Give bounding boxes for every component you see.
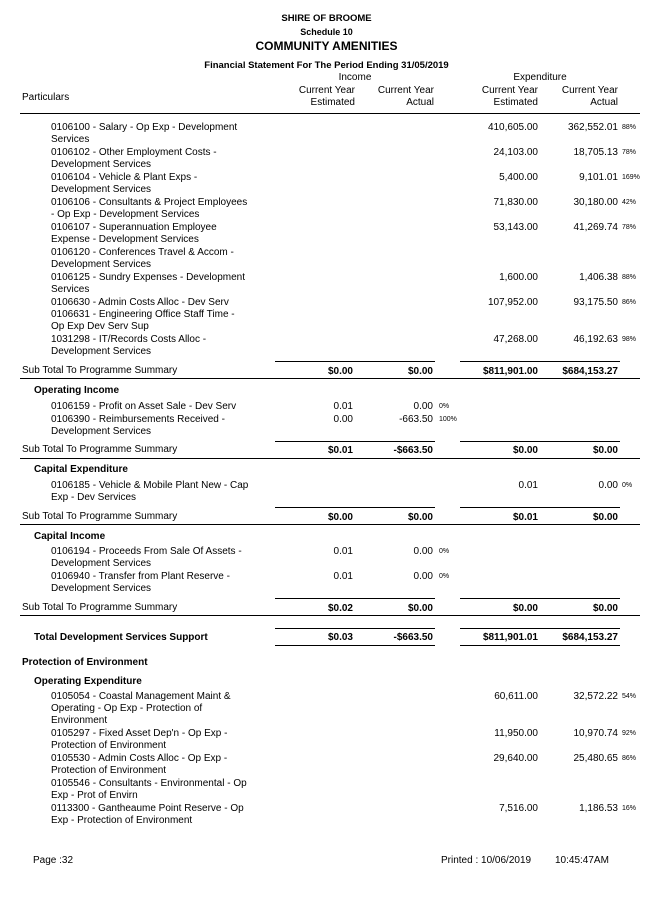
- line-item-description: [51, 753, 227, 777]
- expenditure-estimated-value: 24,103.00: [493, 147, 538, 158]
- expenditure-actual-value: 32,572.22: [573, 691, 618, 702]
- subtotal-expenditure-actual: $0.00: [592, 512, 618, 523]
- income-estimated-header: Current Year Estimated: [298, 85, 355, 108]
- subtotal-expenditure-estimated: $0.01: [512, 512, 538, 523]
- expenditure-estimated-header: Current Year Estimated: [481, 85, 538, 108]
- description-line: 0106107 - Superannuation Employee: [51, 222, 217, 233]
- total-rule-income: [275, 628, 435, 629]
- income-actual-value: 0.00: [413, 401, 433, 412]
- printed-time: 10:45:47AM: [555, 855, 609, 866]
- expenditure-actual-value: 9,101.01: [579, 172, 618, 183]
- expenditure-actual-value: 18,705.13: [573, 147, 618, 158]
- divider: [20, 524, 640, 525]
- subtotal-income-estimated: $0.00: [327, 512, 353, 523]
- subtotal-label: Sub Total To Programme Summary: [22, 365, 178, 376]
- expenditure-actual-header: Current Year Actual: [561, 85, 618, 108]
- description-line: Exp - Dev Services: [51, 492, 137, 503]
- subtotal-label: Sub Total To Programme Summary: [22, 511, 178, 522]
- line-item-description: [51, 172, 197, 196]
- description-line: 0105054 - Coastal Management Maint &: [51, 691, 231, 702]
- percent-of-budget: 16%: [622, 805, 637, 812]
- total-rule-expenditure: [460, 628, 620, 629]
- description-line: Development Services: [51, 159, 152, 170]
- header-rule: [20, 113, 640, 114]
- subtotal-income-actual: $0.00: [407, 603, 433, 614]
- percent-of-budget: 86%: [622, 755, 637, 762]
- line-item-description: [51, 122, 237, 146]
- income-group-header: Income: [338, 72, 372, 83]
- income-estimated-value: 0.01: [333, 571, 353, 582]
- expenditure-actual-value: 46,192.63: [573, 334, 618, 345]
- description-line: 0106390 - Reimbursements Received -: [51, 414, 225, 425]
- subtotal-rule-income: [275, 361, 435, 362]
- line-item-description: [51, 309, 235, 333]
- description-line: 0106100 - Salary - Op Exp - Development: [51, 122, 238, 133]
- expenditure-actual-value: 1,406.38: [579, 272, 618, 283]
- subtotal-income-estimated: $0.00: [327, 366, 353, 377]
- particulars-header: Particulars: [22, 92, 70, 103]
- description-line: Operating - Op Exp - Protection of: [51, 703, 203, 714]
- subtotal-expenditure-actual: $0.00: [592, 445, 618, 456]
- statement-subtitle: Financial Statement For The Period Ending 31/05/2019: [204, 60, 449, 71]
- expenditure-estimated-value: 107,952.00: [487, 297, 538, 308]
- line-item-description: [51, 334, 206, 358]
- percent-of-budget: 86%: [622, 299, 637, 306]
- description-line: 0106630 - Admin Costs Alloc - Dev Serv: [51, 297, 229, 308]
- percent-of-budget: 54%: [622, 693, 637, 700]
- income-estimated-value: 0.00: [333, 414, 353, 425]
- expenditure-estimated-value: 60,611.00: [494, 691, 538, 702]
- operating-expenditure-heading: Operating Expenditure: [34, 676, 142, 687]
- divider: [20, 378, 640, 379]
- subtotal-income-actual: $0.00: [407, 366, 433, 377]
- expenditure-estimated-value: 71,830.00: [493, 197, 538, 208]
- divider: [20, 458, 640, 459]
- percent-of-budget: 88%: [622, 124, 637, 131]
- subtotal-rule-expenditure: [460, 598, 620, 599]
- percent-of-budget: 0%: [622, 482, 633, 489]
- subtotal-expenditure-estimated: $811,901.00: [482, 366, 538, 377]
- total-label: Total Development Services Support: [34, 632, 208, 643]
- percent-of-budget: 0%: [439, 548, 450, 555]
- percent-of-budget: 78%: [622, 149, 637, 156]
- subtotal-label: Sub Total To Programme Summary: [22, 602, 178, 613]
- subtotal-label: Sub Total To Programme Summary: [22, 444, 178, 455]
- capital-income-heading: Capital Income: [34, 531, 106, 542]
- description-line: - Op Exp - Development Services: [51, 209, 200, 220]
- printed-date: Printed : 10/06/2019: [441, 855, 532, 866]
- subtotal-income-actual: -$663.50: [393, 445, 433, 456]
- description-line: 0106102 - Other Employment Costs -: [51, 147, 217, 158]
- line-item-description: [51, 546, 242, 570]
- divider: [20, 615, 640, 616]
- expenditure-estimated-value: 410,605.00: [487, 122, 538, 133]
- description-line: 0106194 - Proceeds From Sale Of Assets -: [51, 546, 242, 557]
- description-line: Development Services: [51, 346, 152, 357]
- line-item-description: [51, 222, 217, 246]
- expenditure-estimated-value: 11,950.00: [494, 728, 538, 739]
- description-line: Expense - Development Services: [51, 234, 199, 245]
- description-line: Protection of Environment: [51, 765, 167, 776]
- expenditure-actual-value: 30,180.00: [573, 197, 618, 208]
- line-item-description: [51, 197, 247, 221]
- description-line: Exp - Prot of Envirn: [51, 790, 138, 801]
- subtotal-rule-expenditure: [460, 361, 620, 362]
- subtotal-expenditure-estimated: $0.00: [512, 445, 538, 456]
- expenditure-estimated-value: 29,640.00: [493, 753, 538, 764]
- subtotal-expenditure-estimated: $0.00: [512, 603, 538, 614]
- description-line: 0106940 - Transfer from Plant Reserve -: [51, 571, 230, 582]
- line-item-description: [51, 778, 247, 802]
- income-actual-header: Current Year Actual: [377, 85, 434, 108]
- expenditure-estimated-value: 0.01: [518, 480, 538, 491]
- total-expenditure-estimated: $811,901.01: [482, 632, 538, 643]
- subtotal-rule-income: [275, 441, 435, 442]
- total-income-actual: -$663.50: [393, 632, 433, 643]
- expenditure-actual-value: 1,186.53: [579, 803, 618, 814]
- subtotal-rule-income: [275, 507, 435, 508]
- total-income-estimated: $0.03: [327, 632, 353, 643]
- line-item-description: [51, 414, 225, 438]
- schedule-number: Schedule 10: [300, 27, 353, 37]
- subtotal-expenditure-actual: $0.00: [592, 603, 618, 614]
- line-item-description: [51, 401, 236, 413]
- description-line: 0106106 - Consultants & Project Employees: [51, 197, 248, 208]
- capital-expenditure-heading: Capital Expenditure: [34, 464, 128, 475]
- percent-of-budget: 88%: [622, 274, 637, 281]
- description-line: Development Services: [51, 259, 152, 270]
- subtotal-income-estimated: $0.01: [327, 445, 353, 456]
- description-line: Development Services: [51, 583, 152, 594]
- subtotal-expenditure-actual: $684,153.27: [562, 366, 618, 377]
- expenditure-estimated-value: 1,600.00: [499, 272, 538, 283]
- total-expenditure-actual: $684,153.27: [562, 632, 618, 643]
- description-line: Op Exp Dev Serv Sup: [51, 321, 149, 332]
- subtotal-income-estimated: $0.02: [327, 603, 353, 614]
- description-line: Development Services: [51, 558, 152, 569]
- expenditure-estimated-value: 7,516.00: [499, 803, 538, 814]
- income-actual-value: 0.00: [413, 571, 433, 582]
- description-line: 0106104 - Vehicle & Plant Exps -: [51, 172, 198, 183]
- description-line: Services: [51, 134, 90, 145]
- operating-income-heading: Operating Income: [34, 385, 120, 396]
- description-line: 0106120 - Conferences Travel & Accom -: [51, 247, 234, 258]
- percent-of-budget: 100%: [439, 416, 457, 423]
- percent-of-budget: 0%: [439, 403, 450, 410]
- org-name: SHIRE OF BROOME: [281, 13, 372, 24]
- total-underline-expenditure: [460, 645, 620, 646]
- description-line: Environment: [51, 715, 108, 726]
- description-line: 0106159 - Profit on Asset Sale - Dev Serv: [51, 401, 237, 412]
- description-line: 0105530 - Admin Costs Alloc - Op Exp -: [51, 753, 228, 764]
- percent-of-budget: 92%: [622, 730, 637, 737]
- percent-of-budget: 169%: [622, 174, 640, 181]
- subtotal-rule-expenditure: [460, 507, 620, 508]
- description-line: 0106125 - Sundry Expenses - Development: [51, 272, 246, 283]
- line-item-description: [51, 272, 245, 296]
- expenditure-estimated-value: 47,268.00: [493, 334, 538, 345]
- section-title-protection-of-environment: Protection of Environment: [22, 657, 148, 668]
- subtotal-rule-income: [275, 598, 435, 599]
- subtotal-rule-expenditure: [460, 441, 620, 442]
- line-item-description: [51, 247, 234, 271]
- description-line: Protection of Environment: [51, 740, 167, 751]
- description-line: Services: [51, 284, 90, 295]
- subtotal-income-actual: $0.00: [407, 512, 433, 523]
- expenditure-group-header: Expenditure: [513, 72, 567, 83]
- line-item-description: [51, 480, 248, 504]
- expenditure-estimated-value: 53,143.00: [493, 222, 538, 233]
- expenditure-actual-value: 25,480.65: [573, 753, 618, 764]
- total-underline-income: [275, 645, 435, 646]
- description-line: 0106185 - Vehicle & Mobile Plant New - Cap: [51, 480, 249, 491]
- description-line: 0105297 - Fixed Asset Dep'n - Op Exp -: [51, 728, 228, 739]
- page-title: COMMUNITY AMENITIES: [255, 39, 398, 53]
- description-line: 0106631 - Engineering Office Staff Time -: [51, 309, 235, 320]
- description-line: 0113300 - Gantheaume Point Reserve - Op: [51, 803, 244, 814]
- line-item-description: [51, 691, 231, 727]
- description-line: Exp - Protection of Environment: [51, 815, 193, 826]
- expenditure-actual-value: 93,175.50: [573, 297, 618, 308]
- percent-of-budget: 0%: [439, 573, 450, 580]
- income-actual-value: 0.00: [413, 546, 433, 557]
- description-line: 1031298 - IT/Records Costs Alloc -: [51, 334, 207, 345]
- expenditure-actual-value: 10,970.74: [573, 728, 618, 739]
- line-item-description: [51, 728, 227, 752]
- line-item-description: [51, 803, 244, 827]
- income-estimated-value: 0.01: [333, 401, 353, 412]
- income-estimated-value: 0.01: [333, 546, 353, 557]
- expenditure-estimated-value: 5,400.00: [499, 172, 538, 183]
- line-item-description: [51, 297, 229, 309]
- line-item-description: [51, 571, 230, 595]
- expenditure-actual-value: 0.00: [598, 480, 618, 491]
- percent-of-budget: 98%: [622, 336, 637, 343]
- percent-of-budget: 78%: [622, 224, 637, 231]
- percent-of-budget: 42%: [622, 199, 637, 206]
- expenditure-actual-value: 41,269.74: [573, 222, 618, 233]
- description-line: 0105546 - Consultants - Environmental - Op: [51, 778, 247, 789]
- income-actual-value: -663.50: [399, 414, 433, 425]
- page-number: Page :32: [33, 855, 74, 866]
- description-line: Development Services: [51, 426, 152, 437]
- line-item-description: [51, 147, 217, 171]
- expenditure-actual-value: 362,552.01: [567, 122, 618, 133]
- description-line: Development Services: [51, 184, 152, 195]
